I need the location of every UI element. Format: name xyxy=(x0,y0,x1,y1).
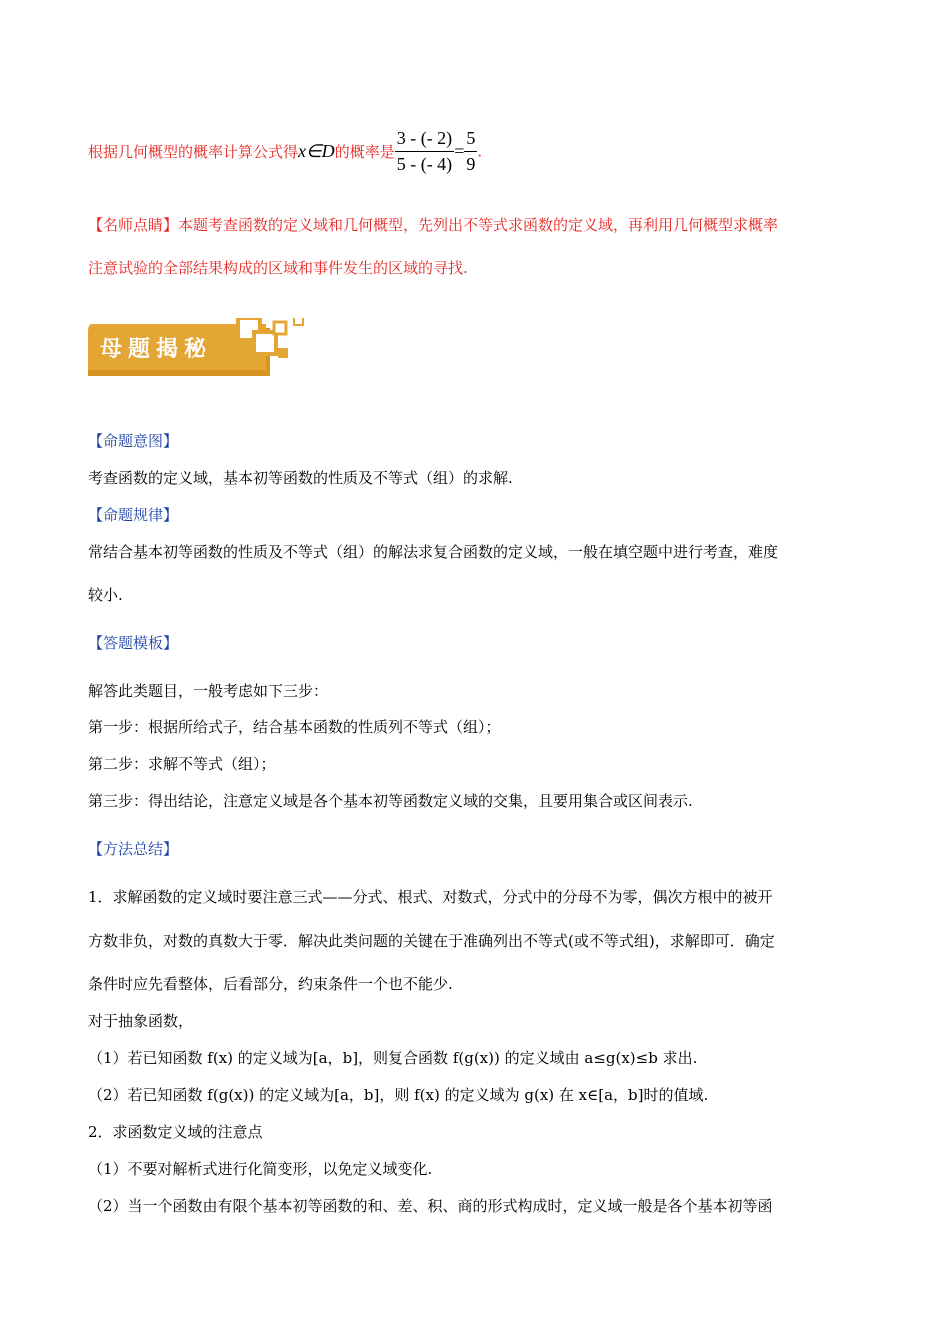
fraction-1 xyxy=(395,128,454,175)
template-step-3: 第三步：得出结论，注意定义域是各个基本初等函数定义域的交集，且要用集合或区间表示. xyxy=(88,792,693,810)
formula-equals: = xyxy=(454,141,465,161)
method-1-line-2: 方数非负，对数的真数大于零．解决此类问题的关键在于准确列出不等式(或不等式组)，求解即可．确定 xyxy=(88,932,775,950)
abstract-function-intro: 对于抽象函数， xyxy=(88,1012,194,1030)
method-1-line-1: 1．求解函数的定义域时要注意三式——分式、根式、对数式，分式中的分母不为零，偶次方根中的被开 xyxy=(88,888,773,906)
intent-text: 考查函数的定义域，基本初等函数的性质及不等式（组）的求解. xyxy=(88,469,513,487)
abstract-rule-2: （2）若已知函数 f(g(x)) 的定义域为[a，b]，则 f(x) 的定义域为 g(x) 在 x∈[a，b]时的值域. xyxy=(88,1086,709,1104)
intent-heading: 【命题意图】 xyxy=(88,432,179,450)
formula-suffix: . xyxy=(477,142,483,161)
rule-line-2: 较小. xyxy=(88,586,123,604)
fraction-2-denominator: 9 xyxy=(466,154,476,174)
formula-var: x∈D xyxy=(298,141,335,161)
probability-formula-line xyxy=(88,128,482,175)
formula-prefix: 根据几何概型的概率计算公式得 xyxy=(88,143,299,161)
comment-line-1: 【名师点睛】本题考查函数的定义域和几何概型，先列出不等式求函数的定义域，再利用几何概型求概率 xyxy=(88,216,779,234)
method-2-heading: 2．求函数定义域的注意点 xyxy=(88,1123,263,1141)
abstract-rule-1: （1）若已知函数 f(x) 的定义域为[a，b]，则复合函数 f(g(x)) 的定义域由 a≤g(x)≤b 求出. xyxy=(88,1049,698,1067)
rule-heading: 【命题规律】 xyxy=(88,506,179,524)
fraction-1-numerator: 3 - (- 2) xyxy=(395,128,454,152)
method-heading: 【方法总结】 xyxy=(88,840,179,858)
template-step-2: 第二步：求解不等式（组）； xyxy=(88,755,276,773)
banner-title: 母题揭秘 xyxy=(100,337,213,362)
template-intro: 解答此类题目，一般考虑如下三步： xyxy=(88,682,329,700)
comment-line-2: 注意试验的全部结果构成的区域和事件发生的区域的寻找. xyxy=(88,259,468,277)
fraction-2-numerator: 5 xyxy=(464,128,477,152)
rule-line-1: 常结合基本初等函数的性质及不等式（组）的解法求复合函数的定义域，一般在填空题中进行考查，难度 xyxy=(88,543,779,561)
template-heading: 【答题模板】 xyxy=(88,634,179,652)
method-2-item-2: （2）当一个函数由有限个基本初等函数的和、差、积、商的形式构成时，定义域一般是各个基本初等函 xyxy=(88,1197,773,1215)
fraction-2 xyxy=(464,128,477,175)
fraction-1-denominator: 5 - (- 4) xyxy=(396,154,453,174)
section-banner xyxy=(88,318,274,376)
method-2-item-1: （1）不要对解析式进行化简变形，以免定义域变化. xyxy=(88,1160,433,1178)
formula-mid: 的概率是 xyxy=(334,143,395,161)
method-1-line-3: 条件时应先看整体，后看部分，约束条件一个也不能少. xyxy=(88,975,453,993)
template-step-1: 第一步：根据所给式子，结合基本函数的性质列不等式（组）； xyxy=(88,718,501,736)
